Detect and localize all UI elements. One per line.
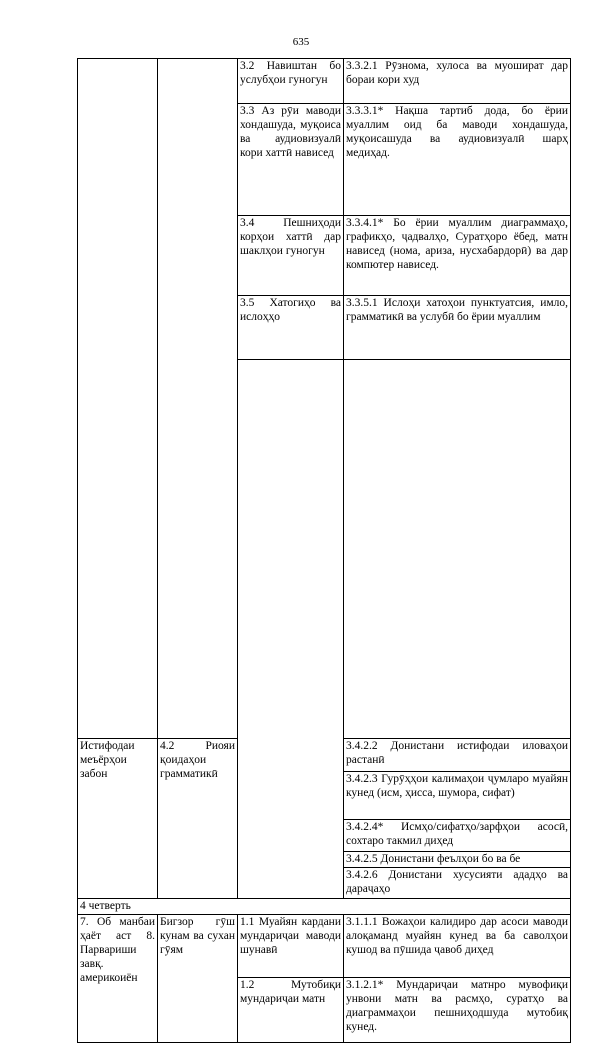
table-cell: 3.3 Аз рӯи маводи хондашуда, муқоиса ва аудиовизуалӣ кори хаттӣ нависед bbox=[238, 104, 344, 216]
table-cell: 7. Об манбаи ҳаёт аст 8. Парвариши завқ. америкоиён bbox=[78, 915, 158, 1043]
table-cell: 3.4.2.3 Гурӯҳҳои калимаҳои ҷумларо муайян кунед (исм, ҳисса, шумора, сифат) bbox=[344, 772, 571, 820]
table-cell: 4.2 Риояи қоидаҳои грамматикӣ bbox=[158, 739, 238, 899]
table-cell: 3.3.2.1 Рӯзнома, хулоса ва муошират дар бораи кори худ bbox=[344, 59, 571, 104]
table-cell: 3.3.3.1* Нақша тартиб дода, бо ёрии муаллим оид ба маводи хондашуда, муқоисашуда ва аудиовизуалӣ шарҳ медиҳад. bbox=[344, 104, 571, 216]
table-cell: 3.2 Навиштан бо услубҳои гуногун bbox=[238, 59, 344, 104]
curriculum-table bbox=[77, 58, 571, 1043]
page-number: 635 bbox=[292, 36, 310, 48]
table-cell: 3.4.2.6 Донистани хусусияти ададҳо ва дараҷаҳо bbox=[344, 868, 571, 899]
table-row bbox=[78, 59, 571, 104]
table-cell: 3.5 Хатогиҳо ва ислоҳҳо bbox=[238, 296, 344, 360]
table-cell: 3.4.2.5 Донистани феълҳои бо ва бе bbox=[344, 852, 571, 868]
table-cell: 1.1 Муайян кардани мундариҷаи маводи шунавӣ bbox=[238, 915, 344, 978]
table-cell: 3.3.5.1 Ислоҳи хатоҳои пунктуатсия, имло, грамматикӣ ва услубӣ бо ёрии муаллим bbox=[344, 296, 571, 360]
table-cell: 3.1.1.1 Вожаҳои калидиро дар асоси маводи алоқаманд муайян кунед ва ба саволҳои кушод ва пӯшида ҷавоб диҳед bbox=[344, 915, 571, 978]
table-cell: 3.4.2.2 Донистани истифодаи иловаҳои растанӣ bbox=[344, 739, 571, 772]
table-cell: 3.3.4.1* Бо ёрии муаллим диаграммаҳо, графикҳо, ҷадвалҳо, Суратҳоро ёбед, матн нависед (нома, ариза, нусхабардорӣ) ва дар компютер нависед. bbox=[344, 216, 571, 296]
table-cell-empty bbox=[158, 59, 238, 739]
table-cell: 1.2 Мутобиқи мундариҷаи матн bbox=[238, 978, 344, 1043]
table-cell-empty bbox=[344, 360, 571, 739]
table-cell: Бигзор гӯш кунам ва сухан гӯям bbox=[158, 915, 238, 1043]
table-cell-empty bbox=[78, 59, 158, 739]
quarter-label: 4 четверть bbox=[78, 899, 571, 915]
table-cell-empty bbox=[238, 360, 344, 899]
table-cell: 3.4.2.4* Исмҳо/сифатҳо/зарфҳои асосӣ, сохтаро такмил диҳед bbox=[344, 820, 571, 852]
table-cell: Истифодаи меъёрҳои забон bbox=[78, 739, 158, 899]
table-row bbox=[78, 899, 571, 915]
table-cell: 3.1.2.1* Мундариҷаи матнро мувофиқи унвони матн ва расмҳо, суратҳо ва диаграммаҳои пешниҳодшуда мутобиқ кунед. bbox=[344, 978, 571, 1043]
table-cell: 3.4 Пешниҳоди корҳои хаттӣ дар шаклҳои гуногун bbox=[238, 216, 344, 296]
table-row bbox=[78, 915, 571, 978]
